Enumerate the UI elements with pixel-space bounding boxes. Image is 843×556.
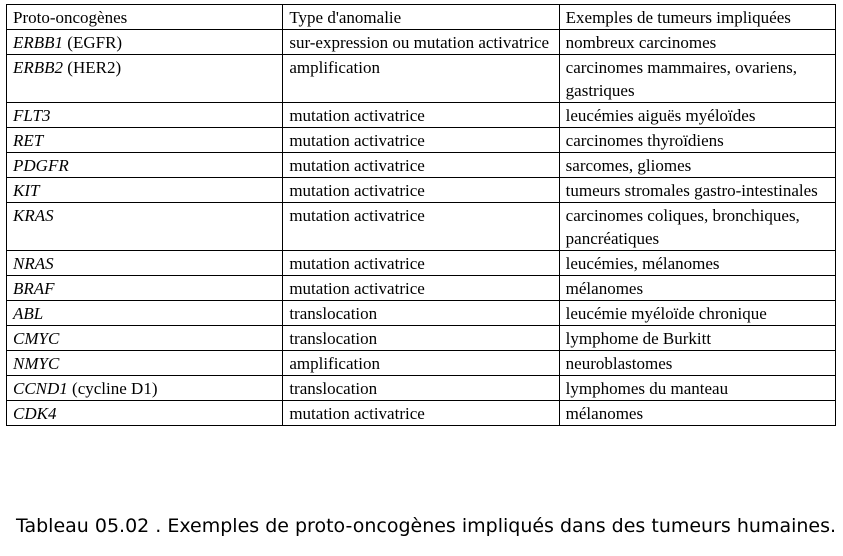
- cell-gene: [7, 276, 283, 301]
- gene-name: CMYC: [13, 329, 60, 348]
- cell-tumors: sarcomes, gliomes: [559, 153, 835, 178]
- gene-name: NRAS: [13, 254, 54, 273]
- gene-name: CCND1: [13, 379, 68, 398]
- cell-tumors: tumeurs stromales gastro-intestinales: [559, 178, 835, 203]
- cell-anomaly: translocation: [283, 376, 559, 401]
- table-row: [7, 128, 836, 153]
- cell-tumors: carcinomes coliques, bronchiques, pancréatiques: [559, 203, 835, 251]
- table-row: [7, 326, 836, 351]
- cell-tumors: neuroblastomes: [559, 351, 835, 376]
- table-row: [7, 103, 836, 128]
- cell-tumors: mélanomes: [559, 276, 835, 301]
- table-caption: Tableau 05.02 . Exemples de proto-oncogènes impliqués dans des tumeurs humaines.: [16, 515, 837, 537]
- cell-anomaly: mutation activatrice: [283, 128, 559, 153]
- table-row: [7, 203, 836, 251]
- gene-name: PDGFR: [13, 156, 69, 175]
- cell-gene: [7, 55, 283, 103]
- cell-anomaly: translocation: [283, 301, 559, 326]
- table-row: [7, 276, 836, 301]
- table-row: [7, 401, 836, 426]
- cell-anomaly: translocation: [283, 326, 559, 351]
- gene-name: CDK4: [13, 404, 57, 423]
- cell-tumors: carcinomes mammaires, ovariens, gastriques: [559, 55, 835, 103]
- table-row: [7, 351, 836, 376]
- table-body: [7, 30, 836, 426]
- cell-gene: [7, 251, 283, 276]
- cell-gene: [7, 128, 283, 153]
- table-row: [7, 376, 836, 401]
- cell-gene: [7, 203, 283, 251]
- table-row: [7, 55, 836, 103]
- cell-tumors: mélanomes: [559, 401, 835, 426]
- cell-anomaly: amplification: [283, 55, 559, 103]
- cell-gene: [7, 376, 283, 401]
- cell-gene: [7, 301, 283, 326]
- gene-name: ERBB2: [13, 58, 64, 77]
- header-anomaly-type: Type d'anomalie: [283, 5, 559, 30]
- cell-anomaly: mutation activatrice: [283, 103, 559, 128]
- cell-gene: [7, 153, 283, 178]
- cell-tumors: nombreux carcinomes: [559, 30, 835, 55]
- gene-name: KRAS: [13, 206, 54, 225]
- cell-gene: [7, 30, 283, 55]
- table-row: [7, 301, 836, 326]
- gene-name: NMYC: [13, 354, 60, 373]
- gene-note: (HER2): [63, 58, 122, 77]
- gene-name: ABL: [13, 304, 44, 323]
- cell-anomaly: sur-expression ou mutation activatrice: [283, 30, 559, 55]
- cell-gene: [7, 326, 283, 351]
- cell-anomaly: mutation activatrice: [283, 401, 559, 426]
- cell-tumors: leucémies aiguës myéloïdes: [559, 103, 835, 128]
- gene-name: RET: [13, 131, 44, 150]
- cell-gene: [7, 178, 283, 203]
- cell-tumors: carcinomes thyroïdiens: [559, 128, 835, 153]
- cell-gene: [7, 401, 283, 426]
- cell-anomaly: mutation activatrice: [283, 153, 559, 178]
- gene-note: (EGFR): [63, 33, 123, 52]
- cell-tumors: leucémie myéloïde chronique: [559, 301, 835, 326]
- header-proto-oncogenes: Proto-oncogènes: [7, 5, 283, 30]
- cell-anomaly: amplification: [283, 351, 559, 376]
- cell-anomaly: mutation activatrice: [283, 178, 559, 203]
- gene-note: (cycline D1): [67, 379, 158, 398]
- table-row: [7, 178, 836, 203]
- cell-anomaly: mutation activatrice: [283, 251, 559, 276]
- gene-name: BRAF: [13, 279, 55, 298]
- cell-tumors: leucémies, mélanomes: [559, 251, 835, 276]
- cell-gene: [7, 103, 283, 128]
- gene-name: ERBB1: [13, 33, 64, 52]
- table-row: [7, 30, 836, 55]
- cell-tumors: lymphome de Burkitt: [559, 326, 835, 351]
- proto-oncogenes-table: [6, 4, 836, 426]
- table-row: [7, 153, 836, 178]
- cell-tumors: lymphomes du manteau: [559, 376, 835, 401]
- gene-name: KIT: [13, 181, 40, 200]
- gene-name: FLT3: [13, 106, 51, 125]
- cell-anomaly: mutation activatrice: [283, 203, 559, 251]
- cell-anomaly: mutation activatrice: [283, 276, 559, 301]
- cell-gene: [7, 351, 283, 376]
- table-header-row: [7, 5, 836, 30]
- table-row: [7, 251, 836, 276]
- header-tumor-examples: Exemples de tumeurs impliquées: [559, 5, 835, 30]
